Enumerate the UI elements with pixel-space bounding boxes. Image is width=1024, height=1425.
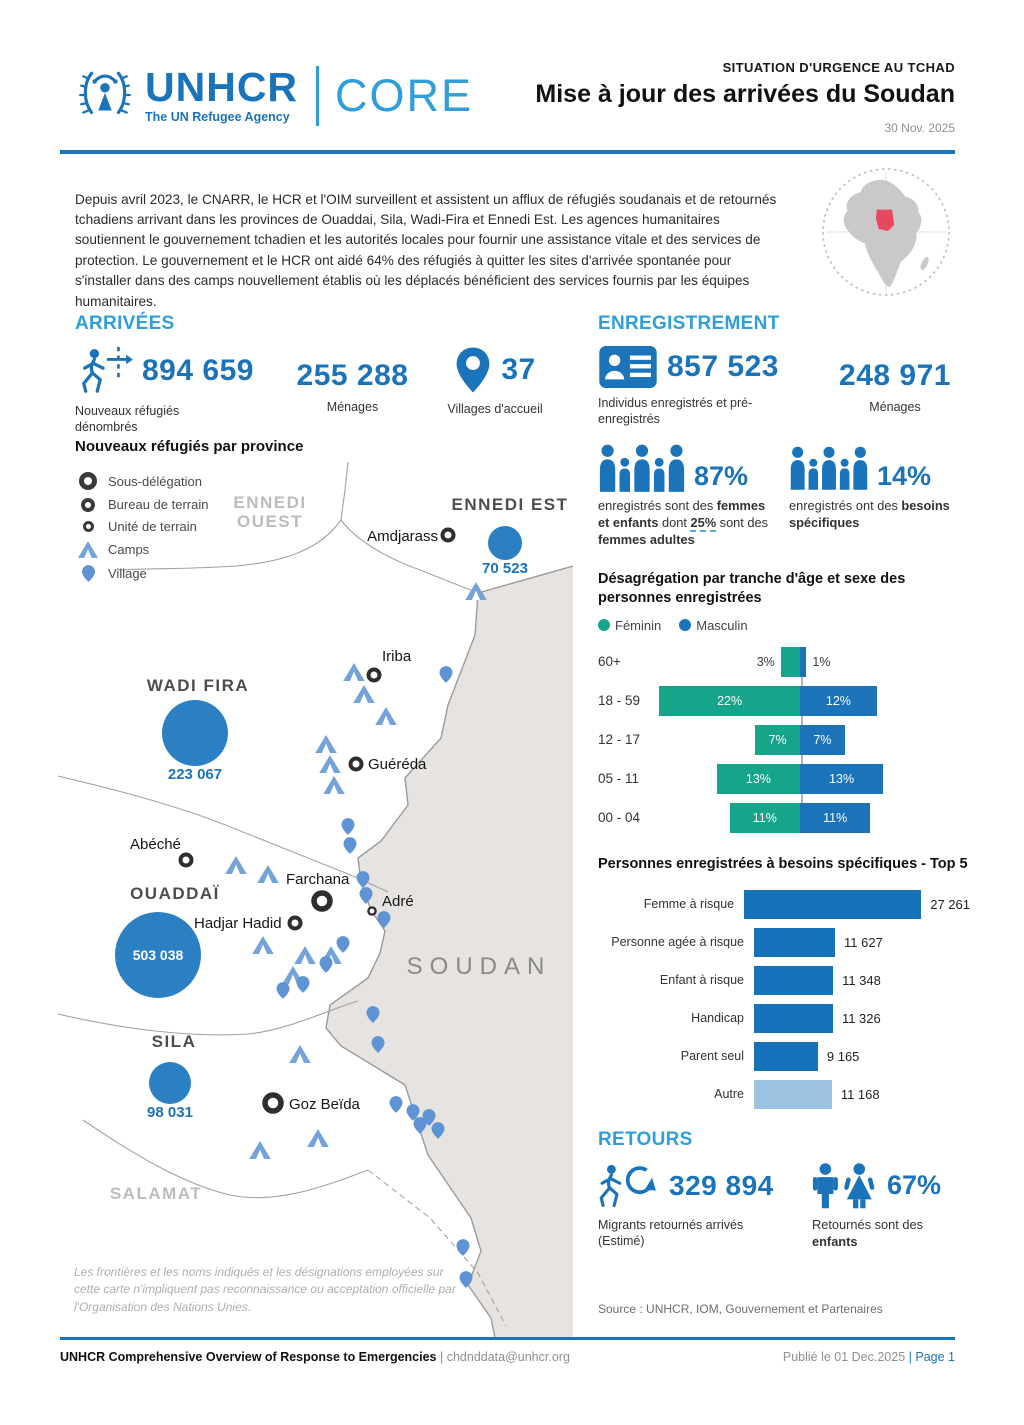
new-refugees-value: 894 659 [142,354,254,387]
age-sex-legend [598,618,970,633]
pyramid-row: 60+ 3% 1% [598,647,970,677]
city-marker-sous [314,893,330,909]
host-villages-label: Villages d'accueil [447,402,543,416]
footer-right: Publié le 01 Dec.2025 | Page 1 [782,1350,955,1364]
unite-terrain-icon [83,521,94,532]
returned-children-label: Retournés sont des enfants [812,1216,923,1250]
needs-bar-row: Autre 11 168 [598,1080,970,1109]
stat-new-refugees [75,345,280,436]
stat-returned-migrants [598,1161,788,1251]
city-marker-unite [368,907,375,914]
village-marker [390,1096,403,1113]
stat-registered-individuals [598,345,808,428]
city-label: Farchana [286,871,350,888]
village-marker [344,837,357,854]
pyramid-bar: 13% [717,764,800,794]
document-date: 30 Nov. 2025 [884,121,955,135]
returned-migrants-label: Migrants retournés arrivés (Estimé) [598,1217,744,1249]
legend-item-bureau: Bureau de terrain [74,497,208,512]
page-title: Mise à jour des arrivées du Soudan [535,80,955,108]
refugee-bubble-value: 70 523 [482,560,528,577]
city-label: Goz Beïda [289,1096,360,1113]
city-marker-sous [265,1095,281,1111]
pyramid-category: 05 - 11 [598,771,640,787]
specific-needs-chart [598,855,970,1109]
logo-divider [316,66,319,126]
pyramid-bar [800,647,806,677]
pyramid-bar: 22% [659,686,800,716]
pyramid-category: 00 - 04 [598,810,641,826]
camp-marker [319,755,341,773]
logo-text [145,64,299,124]
stat-returned-children [812,1161,970,1251]
city-marker-bureau [290,918,301,929]
map-pin-icon [454,345,492,395]
city-label: Iriba [382,648,412,665]
needs-bar [754,966,833,995]
village-marker [277,982,290,999]
city-label: Hadjar Hadid [194,915,282,932]
sous-delegation-icon [79,472,97,490]
id-card-icon [598,345,658,389]
needs-bar [754,1080,832,1109]
neighbor-country-label: SOUDAN [406,953,552,980]
pyramid-bar: 7% [755,725,800,755]
stat-women-children [598,444,779,549]
registration-percentages [598,444,970,549]
women-children-value: 87% [694,460,749,491]
needs-bar [754,1042,818,1071]
host-villages-value: 37 [501,353,536,386]
village-pin-icon [82,565,95,582]
city-marker-bureau [181,855,192,866]
age-sex-chart [598,570,970,833]
needs-bar-row: Enfant à risque 11 348 [598,966,970,995]
core-brand: CORE [335,69,474,121]
city-marker-bureau [443,530,454,541]
village-marker [342,818,355,835]
specific-needs-chart-title: Personnes enregistrées à besoins spécifiques - Top 5 [598,855,968,872]
camp-marker [307,1129,329,1147]
needs-bar [744,890,921,919]
pyramid-bar: 7% [800,725,845,755]
camp-marker [375,707,397,725]
returnee-runner-icon [598,1161,660,1211]
retours-heading: RETOURS [598,1128,693,1150]
households-arrivals-label: Ménages [326,400,379,414]
province-boundary [341,462,348,520]
city-label: Abéché [130,836,181,853]
contact-email-link[interactable]: chdnddata@unhcr.org [443,1350,570,1364]
page-number: | Page 1 [908,1350,955,1364]
legend-item-unite: Unité de terrain [74,519,208,534]
camp-marker [249,1141,271,1159]
children-icons [812,1161,878,1211]
needs-bar-row: Personne agée à risque 11 627 [598,928,970,957]
footer-left: UNHCR Comprehensive Overview of Response to Emergencies | chdnddata@unhcr.org [60,1350,570,1364]
refugee-bubble-value: 223 067 [167,766,223,783]
pyramid-row [598,803,970,833]
stat-host-villages [425,345,565,436]
enregistrement-stats [598,345,970,428]
feminin-dot-icon [598,619,610,631]
legend-feminin: Féminin [598,618,661,633]
africa-locator-map [820,166,952,303]
pyramid-bar: 12% [800,686,877,716]
legend-item-sous-delegation: Sous-délégation [74,472,208,490]
population-pyramid [598,647,970,833]
refugee-bubble-value: 98 031 [147,1104,193,1121]
refugee-bubble-value: 503 038 [132,947,184,963]
province-map [58,458,573,1338]
women-children-label: enregistrés sont des femmes et enfants dont 25% sont des femmes adultes [598,497,769,548]
city-marker-bureau [369,670,380,681]
registered-individuals-value: 857 523 [667,350,779,383]
pyramid-bar: 11% [730,803,800,833]
village-marker [320,956,333,973]
right-column [598,313,970,1316]
new-refugees-label: Nouveaux réfugiés dénombrés [75,404,180,435]
pyramid-row [598,725,970,755]
header [75,56,955,135]
legend-item-camps: Camps [74,541,208,558]
province-label: SALAMAT [109,1184,203,1203]
map-legend [74,472,208,589]
city-label: Amdjarass [367,528,438,545]
village-marker [457,1239,470,1256]
needs-bar-row: Handicap 11 326 [598,1004,970,1033]
footer-rule [60,1337,955,1340]
province-label: ENNEDI OUEST [233,493,307,531]
people-group-icon [598,444,686,492]
refugee-bubble [162,700,228,766]
source-note: Source : UNHCR, IOM, Gouvernement et Partenaires [598,1302,883,1317]
people-group-icon [789,444,869,492]
pyramid-bar: 11% [800,803,870,833]
registered-households-label: Ménages [869,400,921,414]
bureau-terrain-icon [81,498,95,512]
camp-marker [225,856,247,874]
stat-registered-households [820,345,970,428]
sudan-region [326,566,573,1338]
needs-bar-row: Parent seul 9 165 [598,1042,970,1071]
header-titles [535,56,955,135]
village-marker [337,936,350,953]
village-marker [440,666,453,683]
logo-wordmark: UNHCR [145,64,299,110]
arrivees-heading: ARRIVÉES [75,313,175,334]
map-disclaimer: Les frontières et les noms indiqués et les désignations employées sur cette carte n'impliquent pas reconnaissance ou acceptation officielle par l'Organisation des Nations Unies. [74,1264,456,1314]
province-label: OUADDAÏ [130,884,220,903]
legend-item-village: Village [74,565,208,582]
needs-bar [754,928,835,957]
camp-marker [252,936,274,954]
camp-marker [343,663,365,681]
returned-children-value: 67% [887,1170,942,1201]
masculin-dot-icon [679,619,691,631]
needs-bar [754,1004,833,1033]
province-label: WADI FIRA [146,676,250,695]
map-title: Nouveaux réfugiés par province [75,438,304,455]
arrivees-stats [75,345,565,436]
city-label: Adré [382,893,414,910]
pyramid-category: 12 - 17 [598,732,641,748]
enregistrement-heading: ENREGISTREMENT [598,313,780,334]
needs-bar-row: Femme à risque 27 261 [598,890,970,919]
village-marker [297,976,310,993]
camp-marker [323,776,345,794]
refugee-bubble [149,1062,191,1104]
logo-group [75,56,473,135]
province-label: ENNEDI EST [451,495,569,514]
logo-tagline: The UN Refugee Agency [145,110,290,124]
province-label: SILA [151,1032,197,1051]
households-arrivals-value: 255 288 [296,359,409,392]
legend-masculin: Masculin [679,618,747,633]
specific-needs-bars [598,890,970,1109]
stat-households-arrivals [280,345,425,436]
registered-households-value: 248 971 [839,359,951,392]
camp-marker [289,1045,311,1063]
camp-marker [315,735,337,753]
city-label: Guéréda [368,756,427,773]
retours-stats [598,1161,970,1251]
city-marker-bureau [351,759,362,770]
refugee-bubble [488,526,522,560]
age-sex-chart-title: Désagrégation par tranche d'âge et sexe des personnes enregistrées [598,571,906,607]
camp-marker [294,946,316,964]
runner-arrival-icon [75,345,133,397]
registered-individuals-label: Individus enregistrés et pré-enregistrés [598,396,753,427]
pyramid-row [598,686,970,716]
unhcr-emblem-icon [75,66,135,126]
camp-marker [353,685,375,703]
pyramid-bar: 13% [800,764,883,794]
header-rule [60,150,955,154]
camp-marker [257,865,279,883]
section-arrivees [75,313,565,436]
specific-needs-label: enregistrés ont des besoins spécifiques [789,497,950,530]
stat-specific-needs [789,444,970,549]
pyramid-category: 60+ [598,654,621,670]
pyramid-category: 18 - 59 [598,693,641,709]
document-kicker: SITUATION D'URGENCE AU TCHAD [722,60,955,75]
chad-map-svg [58,458,573,1338]
pyramid-bar [781,647,800,677]
camp-tent-icon [78,541,98,558]
intro-paragraph: Depuis avril 2023, le CNARR, le HCR et l'OIM surveillent et assistent un afflux de réfugiés soudanais et de retournés tchadiens arrivant dans les provinces de Ouaddai, Sila, Wadi-Fira et Ennedi Est. Les agences humanitaires soutiennent le gouvernement tchadien et les autorités locales pour fournir une assistance vitale et des services de protection. Le gouvernement et le HCR ont aidé 64% des réfugiés à quitter les sites d'arrivée spontanée pour s'installer dans des camps nouvellement établis où les déplacés bénéficient des services fournis par les équipes humanitaires. [75,191,777,309]
specific-needs-value: 14% [877,460,932,491]
pyramid-row [598,764,970,794]
footer [60,1350,955,1364]
returned-migrants-value: 329 894 [669,1169,774,1201]
